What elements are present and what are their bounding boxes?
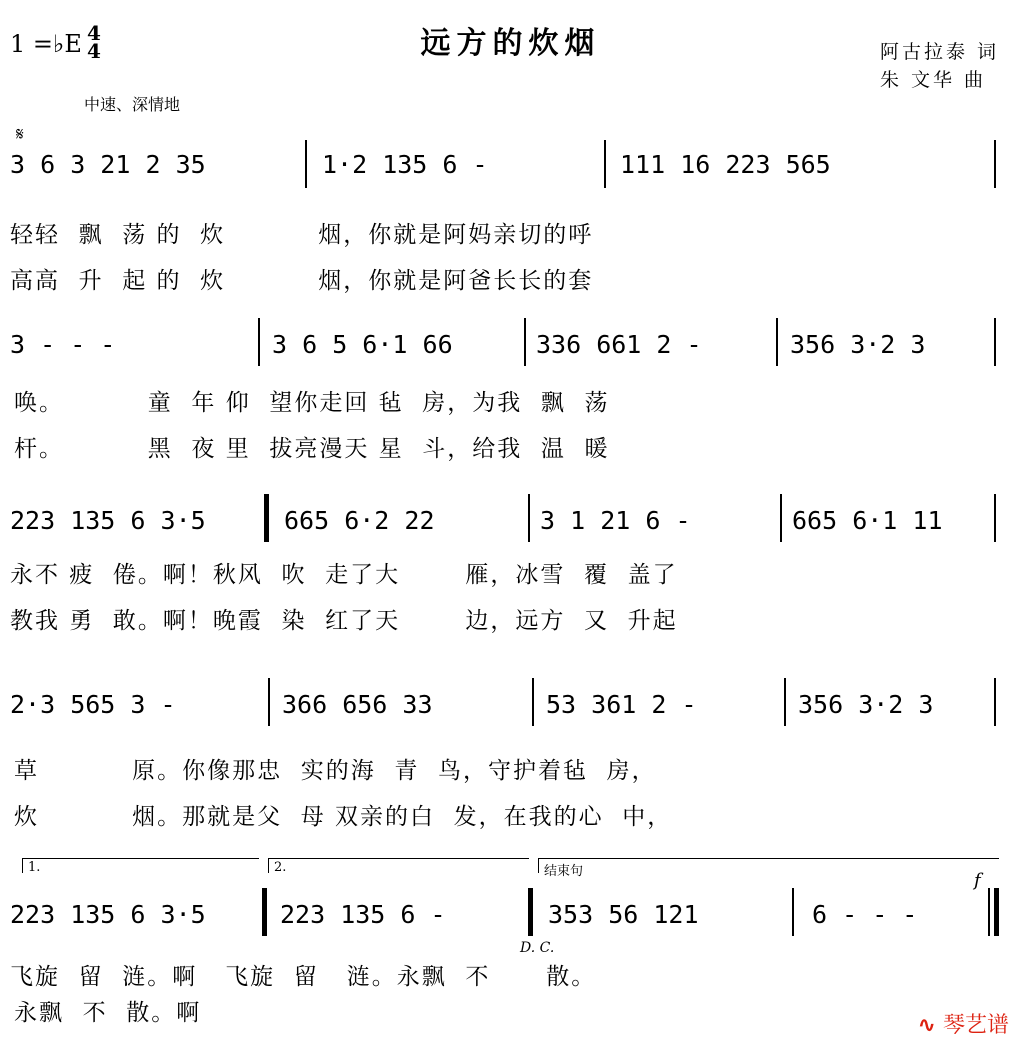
- dc-marking: D. C.: [520, 940, 555, 956]
- barline: [528, 494, 530, 542]
- lyric-verse-1: 轻轻 飘 荡 的 炊 烟，你就是阿妈亲切的呼: [10, 222, 594, 248]
- segno-icon: 𝄋: [16, 124, 24, 145]
- final-barline-thick: [994, 888, 999, 936]
- barline: [780, 494, 782, 542]
- barline: [532, 678, 534, 726]
- composer: 朱 文华 曲: [879, 69, 987, 91]
- lyric-verse-2: 高高 升 起 的 炊 烟，你就是阿爸长长的套: [10, 268, 594, 294]
- barline: [792, 888, 794, 936]
- barline: [305, 140, 307, 188]
- lyric-verse-2: 永飘 不 散。啊: [14, 1000, 202, 1026]
- notes-line-5-bar-4: 6 - - -: [812, 900, 918, 929]
- notes-line-1-bar-3: 111 16 223 565: [620, 150, 831, 179]
- notes-line-5-bar-2: 223 135 6 -: [280, 900, 446, 929]
- notes-line-3-bar-2: 665 6·2 22: [284, 506, 435, 535]
- notes-line-2-bar-3: 336 661 2 -: [536, 330, 702, 359]
- notes-line-2-bar-1: 3 - - -: [10, 330, 116, 359]
- notes-line-2-bar-4: 356 3·2 3: [790, 330, 926, 359]
- notes-line-4-bar-3: 53 361 2 -: [546, 690, 697, 719]
- lyric-verse-1: 唤。 童 年 仰 望你走回 毡 房，为我 飘 荡: [14, 390, 610, 416]
- watermark-logo: ∿ 琴艺谱: [917, 1013, 1009, 1038]
- lyric-verse-1: 草 原。你像那忠 实的海 青 鸟，守护着毡 房，: [14, 758, 657, 784]
- notes-line-4-bar-1: 2·3 565 3 -: [10, 690, 176, 719]
- lyric-verse-2: 炊 烟。那就是父 母 双亲的白 发，在我的心 中，: [14, 804, 673, 830]
- page-title: 远方的炊烟: [420, 26, 601, 61]
- notes-line-4-bar-4: 356 3·2 3: [798, 690, 934, 719]
- key-signature: 1 =♭E: [10, 30, 82, 58]
- repeat-start-barline: [264, 494, 269, 542]
- notes-line-3-bar-3: 3 1 21 6 -: [540, 506, 691, 535]
- ending-label: 结束句: [544, 864, 584, 879]
- notes-line-3-bar-4: 665 6·1 11: [792, 506, 943, 535]
- final-barline: [988, 888, 990, 936]
- repeat-end-barline: [262, 888, 267, 936]
- barline: [994, 140, 996, 188]
- notes-line-1-bar-1: 3 6 3 21 2 35: [10, 150, 206, 179]
- credits: [880, 38, 999, 94]
- volta-2-label: 2.: [274, 860, 287, 875]
- barline: [524, 318, 526, 366]
- lyricist: 阿古拉泰 词: [879, 41, 999, 63]
- repeat-end-barline: [528, 888, 533, 936]
- ending-bracket: [538, 858, 999, 873]
- lyric-verse-1: 飞旋 留 涟。啊 飞旋 留 涟。永飘 不 散。: [10, 964, 597, 990]
- notes-line-2-bar-2: 3 6 5 6·1 66: [272, 330, 453, 359]
- lyric-verse-2: 杆。 黑 夜 里 拔亮漫天 星 斗，给我 温 暖: [14, 436, 610, 462]
- barline: [994, 318, 996, 366]
- tempo-marking: 中速、深情地: [84, 95, 181, 114]
- volta-1-bracket: [22, 858, 259, 873]
- volta-1-label: 1.: [28, 860, 41, 875]
- barline: [994, 494, 996, 542]
- notes-line-5-bar-3: 353 56 121: [548, 900, 699, 929]
- lyric-verse-1: 永不 疲 倦。啊！秋风 吹 走了大 雁，冰雪 覆 盖了: [10, 562, 678, 588]
- time-signature: 4 4: [87, 21, 101, 63]
- notes-line-4-bar-2: 366 656 33: [282, 690, 433, 719]
- notes-line-1-bar-2: 1·2 135 6 -: [322, 150, 488, 179]
- barline: [258, 318, 260, 366]
- barline: [784, 678, 786, 726]
- barline: [268, 678, 270, 726]
- barline: [994, 678, 996, 726]
- notes-line-3-bar-1: 223 135 6 3·5: [10, 506, 206, 535]
- volta-2-bracket: [268, 858, 529, 873]
- barline: [604, 140, 606, 188]
- barline: [776, 318, 778, 366]
- dynamic-mark: f: [974, 870, 981, 891]
- notes-line-5-bar-1: 223 135 6 3·5: [10, 900, 206, 929]
- lyric-verse-2: 教我 勇 敢。啊！晚霞 染 红了天 边，远方 又 升起: [10, 608, 678, 634]
